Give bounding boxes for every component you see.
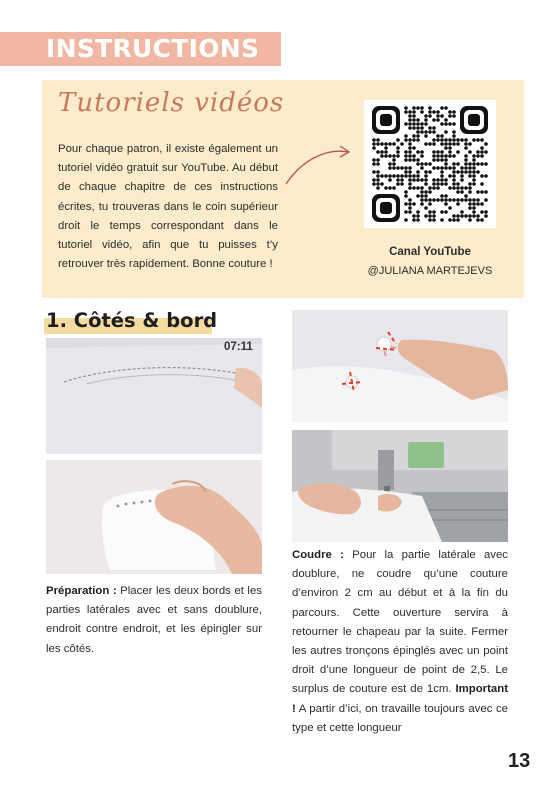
curved-arrow-icon [282,140,354,188]
photo-sewing-machine [292,430,508,542]
channel-label: Canal YouTube [389,246,471,258]
photo-pinning [46,460,262,574]
photo-fabric-outline [46,338,262,454]
important-text: A partir d’ici, on travaille toujours avec ce type et cette longueur [292,702,508,734]
sewing-label: Coudre : [292,549,344,561]
preparation-label: Préparation : [46,585,117,597]
important-label: Important ! [292,683,508,715]
video-section-title: Tutoriels vidéos [58,88,285,118]
qr-code-icon [372,106,488,222]
video-timestamp: 07:11 [224,341,253,353]
sewing-paragraph [292,546,508,738]
page-title: INSTRUCTIONS [46,34,260,63]
sewing-text: Pour la partie latérale avec doublure, ne coudre qu’une couture d’environ 2 cm au début et à la fin du parcours. Cette ouverture servira à retourner le chapeau par la suite. Fermer les autres tronçons épinglés avec un point droit d’une longueur de point de 2,5. Le surplus de couture est de 1cm. [292,549,509,696]
video-description: Pour chaque patron, il existe également un tutoriel vidéo gratuit sur YouTube. Au début de chaque chapitre de ces instructions écrites, tu trouveras dans le coin supérieur droit le temps correspondant dans le tutoriel vidéo, afin que tu puisses t’y retrouver très rapidement. Bonne couture ! [58,143,278,271]
photo-stitch-markers [292,310,508,422]
preparation-paragraph [46,582,262,659]
section-title: 1. Côtés & bord [46,309,218,332]
qr-code[interactable] [364,100,496,228]
preparation-text: Placer les deux bords et les parties latérales avec et sans doublure, endroit contre endroit, et les épingler sur les côtés. [46,585,262,655]
channel-handle[interactable]: @JULIANA MARTEJEVS [367,265,493,277]
page-number: 13 [508,750,531,772]
